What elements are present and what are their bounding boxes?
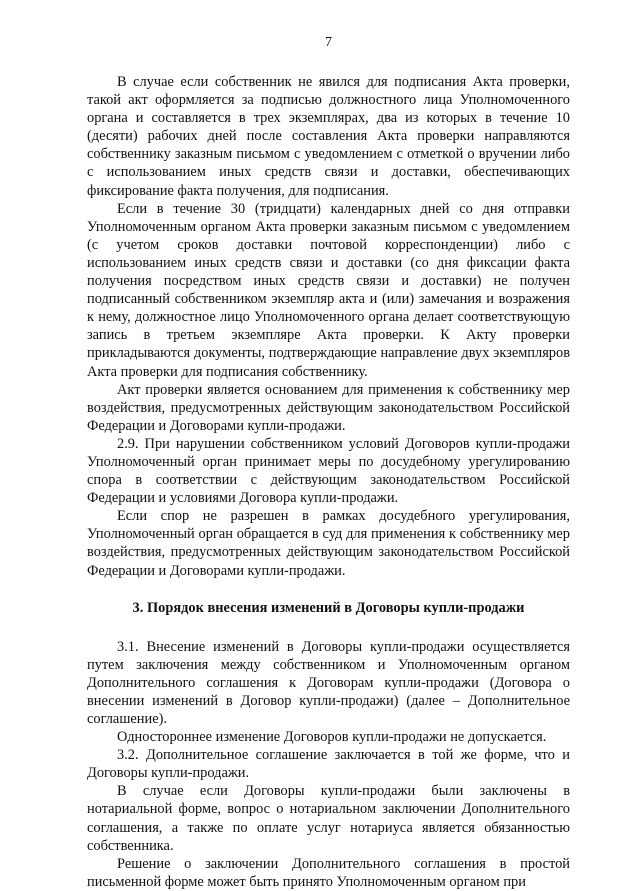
section-2-continuation xyxy=(87,73,570,580)
paragraph-act-signing-absence: В случае если собственник не явился для подписания Акта проверки, такой акт оформляется за подписью должностного лица Уполномоченного органа и составляется в трех экземплярах, два из которых в течение 10 (десяти) рабочих дней после составления Акта проверки направляются собственнику заказным письмом с уведомлением с отметкой о вручении либо с использованием иных средств связи и доставки, обеспечивающих фиксирование факта получения, для подписания. xyxy=(87,74,570,199)
page-number: 7 xyxy=(325,35,332,50)
paragraph-dispute-court: Если спор не разрешен в рамках досудебного урегулирования, Уполномоченный орган обращается в суд для применения к собственнику мер воздействия, предусмотренных действующим законодательством Российской Федерации и Договорами купли-продажи. xyxy=(87,508,570,579)
section-3-heading: 3. Порядок внесения изменений в Договоры купли-продажи xyxy=(132,599,525,616)
paragraph-3-1: 3.1. Внесение изменений в Договоры купли-продажи осуществляется путем заключения между собственником и Уполномоченным органом Дополнительного соглашения к Договорам купли-продажи (Договора о внесении изменений в Договор купли-продажи) (далее – Дополнительное соглашение). xyxy=(87,638,570,727)
paragraph-act-30-days: Если в течение 30 (тридцати) календарных дней со дня отправки Уполномоченным органом Акта проверки заказным письмом с уведомлением (с учетом сроков доставки почтовой корреспонденции) либо с использованием иных средств связи и доставки (со дня фиксации факта получения посредством иных средств связи и доставки) не получен подписанный собственником экземпляр акта и (или) замечания и возражения к нему, должностное лицо Уполномоченного органа делает соответствующую запись в третьем экземпляре Акта проверки. К Акту проверки прикладываются документы, подтверждающие направление двух экземпляров Акта проверки для подписания собственнику. xyxy=(87,200,570,380)
paragraph-notarial-form: В случае если Договоры купли-продажи были заключены в нотариальной форме, вопрос о нотариальном заключении Дополнительного соглашения, а также по оплате услуг нотариуса является обязанностью собственника. xyxy=(87,783,570,854)
document-page xyxy=(87,34,570,891)
paragraph-unilateral-change: Одностороннее изменение Договоров купли-продажи не допускается. xyxy=(117,729,547,746)
paragraph-2-9: 2.9. При нарушении собственником условий Договоров купли-продажи Уполномоченный орган принимает меры по досудебному урегулированию спора в соответствии с действующим законодательством Российской Федерации и условиями Договора купли-продажи. xyxy=(87,435,570,507)
paragraph-simple-written-form: Решение о заключении Дополнительного соглашения в простой письменной форме может быть принято Уполномоченным органом при xyxy=(87,855,570,890)
paragraph-act-basis: Акт проверки является основанием для применения к собственнику мер воздействия, предусмотренных действующим законодательством Российской Федерации и Договорами купли-продажи. xyxy=(87,381,570,434)
paragraph-3-2: 3.2. Дополнительное соглашение заключается в той же форме, что и Договоры купли-продажи. xyxy=(87,747,570,782)
section-3-body xyxy=(87,638,570,891)
